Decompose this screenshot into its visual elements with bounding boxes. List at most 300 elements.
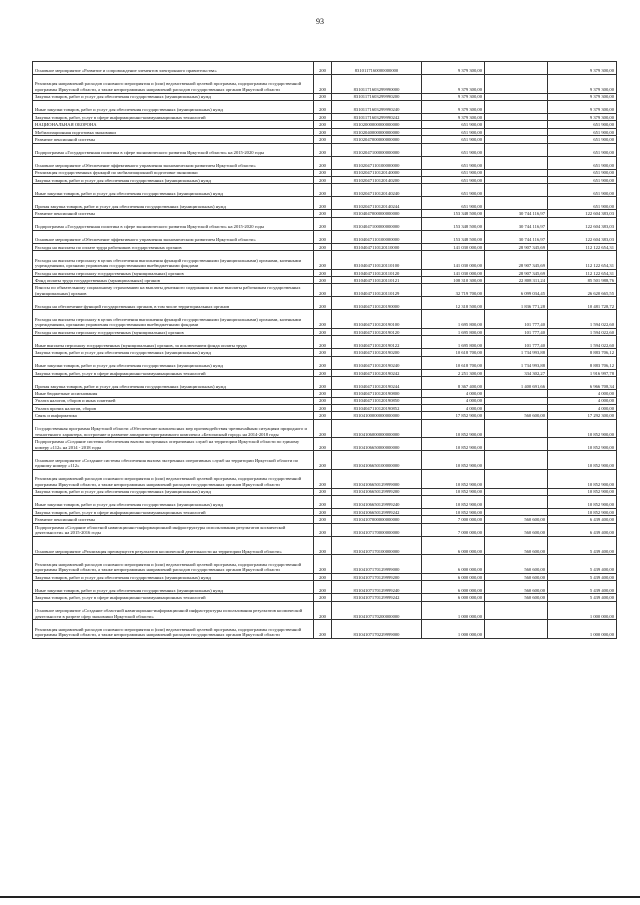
approved-amount-cell: 141 030 000,00 [422,251,485,270]
executed-amount-cell: 560 600,00 [485,412,548,419]
approved-amount-cell: 9 379 300,00 [422,75,485,94]
approved-amount-cell: 17 852 900,00 [422,412,485,419]
table-row [33,121,617,128]
table-row [33,581,617,594]
approved-amount-cell: 10 852 900,00 [422,470,485,489]
classification-code-cell: 83104047110120190120 [332,329,422,336]
remaining-amount-cell: 9 379 300,00 [548,75,617,94]
table-row [33,405,617,412]
classification-code-cell: 83102047110120140000 [332,169,422,176]
approved-amount-cell: 153 348 500,00 [422,217,485,230]
classification-code-cell: 83101171603299990240 [332,100,422,113]
expense-name-cell: НАЦИОНАЛЬНАЯ ОБОРОНА [33,121,314,128]
executed-amount-cell [485,184,548,197]
approved-amount-cell: 10 618 700,00 [422,356,485,369]
classification-code-cell: 83104107170129999242 [332,594,422,601]
administrator-code-cell: 200 [314,516,332,523]
executed-amount-cell: 560 600,00 [485,573,548,580]
classification-code-cell: 83102047100000000000 [332,143,422,156]
classification-code-cell: 83104047110120190800 [332,390,422,397]
table-row [33,495,617,508]
expense-name-cell: Взносы по обязательному социальному страхованию на выплаты денежного содержания и иные выплаты работникам государственных (муниципальных) органов [33,284,314,297]
expense-name-cell: Основное мероприятие «Обеспечение эффективного управления экономическим развитием Иркутской области» [33,156,314,169]
executed-amount-cell: 1 400 691,66 [485,377,548,390]
classification-code-cell: 83102000000000000000 [332,121,422,128]
classification-code-cell: 83104106650129999242 [332,508,422,515]
table-row [33,523,617,536]
executed-amount-cell: 560 600,00 [485,581,548,594]
expense-name-cell: Основное мероприятие «Развитие и сопровождение элементов электронного правительства» [33,62,314,75]
administrator-code-cell: 200 [314,412,332,419]
table-row [33,136,617,143]
expense-name-cell: Закупка товаров, работ, услуг в сфере информационно-коммуникационных технологий [33,113,314,120]
remaining-amount-cell: 4 000,00 [548,390,617,397]
expense-name-cell: Связь и информатика [33,412,314,419]
remaining-amount-cell: 8 883 706,12 [548,356,617,369]
administrator-code-cell: 200 [314,536,332,555]
executed-amount-cell: 30 744 116,97 [485,230,548,243]
table-row [33,470,617,489]
table-row [33,397,617,404]
executed-amount-cell [485,93,548,100]
expense-name-cell: Реализация направлений расходов основного мероприятия и (или) ведомственной целевой программы, подпрограммы государственной программы Иркутской области, а также непрограммных направлений расходов государственных органов Иркутской области [33,555,314,574]
approved-amount-cell: 1 695 800,00 [422,329,485,336]
remaining-amount-cell: 651 900,00 [548,121,617,128]
classification-code-cell: 83101171603299990242 [332,113,422,120]
expense-name-cell: Закупка товаров, работ и услуг для обеспечения государственных (муниципальных) нужд [33,93,314,100]
remaining-amount-cell: 1 000 000,00 [548,620,617,639]
administrator-code-cell: 200 [314,75,332,94]
classification-code-cell: 83104106650129999240 [332,495,422,508]
classification-code-cell: 83104047110100000000 [332,230,422,243]
remaining-amount-cell: 9 379 300,00 [548,113,617,120]
remaining-amount-cell: 85 501 988,76 [548,277,617,284]
approved-amount-cell: 141 030 000,00 [422,269,485,276]
executed-amount-cell: 28 907 345,69 [485,269,548,276]
executed-amount-cell: 560 600,00 [485,516,548,523]
remaining-amount-cell: 122 604 383,03 [548,230,617,243]
classification-code-cell: 83104107000000000000 [332,516,422,523]
expense-name-cell: Подпрограмма «Создание областной навигационно-информационной инфраструктуры использования результатов космической деятельности» на 2015-2016 годы [33,523,314,536]
expense-name-cell: Развитие пенсионной системы [33,210,314,217]
approved-amount-cell: 10 852 900,00 [422,488,485,495]
table-row [33,349,617,356]
classification-code-cell: 83104047110120190850 [332,397,422,404]
approved-amount-cell: 6 000 000,00 [422,594,485,601]
executed-amount-cell: 560 600,00 [485,594,548,601]
remaining-amount-cell: 5 439 400,00 [548,581,617,594]
table-row [33,251,617,270]
approved-amount-cell: 10 852 900,00 [422,508,485,515]
remaining-amount-cell: 10 852 900,00 [548,508,617,515]
administrator-code-cell: 200 [314,113,332,120]
approved-amount-cell: 108 310 300,00 [422,277,485,284]
remaining-amount-cell: 1 594 022,60 [548,310,617,329]
classification-code-cell: 83104107170229999000 [332,620,422,639]
executed-amount-cell: 1 734 993,88 [485,356,548,369]
remaining-amount-cell: 10 852 900,00 [548,488,617,495]
administrator-code-cell: 200 [314,438,332,451]
remaining-amount-cell: 651 900,00 [548,184,617,197]
executed-amount-cell: 30 744 116,97 [485,210,548,217]
approved-amount-cell: 4 000,00 [422,405,485,412]
approved-amount-cell: 7 000 000,00 [422,523,485,536]
expense-name-cell: Расходы на выплаты персоналу государственных (муниципальных) органов [33,269,314,276]
executed-amount-cell [485,438,548,451]
approved-amount-cell: 10 852 900,00 [422,419,485,438]
administrator-code-cell: 200 [314,451,332,470]
administrator-code-cell: 200 [314,419,332,438]
administrator-code-cell: 200 [314,184,332,197]
expense-name-cell: Расходы на выплаты персоналу в целях обеспечения выполнения функций государственными (муниципальными) органами, казенными учреждениями, органами управления государственными внебюджетными фондами [33,251,314,270]
classification-code-cell: 83102047110120140200 [332,176,422,183]
table-row [33,277,617,284]
executed-amount-cell: 101 777,40 [485,329,548,336]
expense-name-cell: Закупка товаров, работ и услуг для обеспечения государственных (муниципальных) нужд [33,349,314,356]
administrator-code-cell: 200 [314,197,332,210]
remaining-amount-cell: 112 122 654,31 [548,269,617,276]
expense-name-cell: Развитие пенсионной системы [33,516,314,523]
approved-amount-cell: 1 695 800,00 [422,336,485,349]
approved-amount-cell: 651 900,00 [422,143,485,156]
expense-name-cell: Фонд оплаты труда государственных (муниципальных) органов [33,277,314,284]
executed-amount-cell [485,508,548,515]
expense-name-cell: Реализация государственных функций по мобилизационной подготовке экономики [33,169,314,176]
approved-amount-cell: 10 852 900,00 [422,438,485,451]
remaining-amount-cell: 4 000,00 [548,397,617,404]
executed-amount-cell: 1 836 771,28 [485,297,548,310]
remaining-amount-cell: 6 439 400,00 [548,523,617,536]
expense-name-cell: Иные бюджетные ассигнования [33,390,314,397]
administrator-code-cell: 200 [314,210,332,217]
approved-amount-cell: 651 900,00 [422,176,485,183]
classification-code-cell: 83104047110120110100 [332,251,422,270]
table-row [33,356,617,369]
remaining-amount-cell: 10 852 900,00 [548,419,617,438]
classification-code-cell: 83104107170129999000 [332,555,422,574]
approved-amount-cell: 651 900,00 [422,128,485,135]
remaining-amount-cell: 10 852 900,00 [548,438,617,451]
administrator-code-cell: 200 [314,310,332,329]
table-row [33,329,617,336]
executed-amount-cell: 560 600,00 [485,555,548,574]
classification-code-cell: 83104106650100000000 [332,451,422,470]
classification-code-cell: 83104047100000000000 [332,217,422,230]
table-row [33,184,617,197]
executed-amount-cell [485,156,548,169]
administrator-code-cell: 200 [314,356,332,369]
classification-code-cell: 83104107170200000000 [332,601,422,620]
expense-name-cell: Закупка товаров, работ, услуг в сфере информационно-коммуникационных технологий [33,594,314,601]
approved-amount-cell: 651 900,00 [422,169,485,176]
expense-name-cell: Расходы на выплаты персоналу государственных (муниципальных) органов [33,329,314,336]
approved-amount-cell: 153 348 500,00 [422,230,485,243]
classification-code-cell: 83104100000000000000 [332,412,422,419]
remaining-amount-cell: 5 439 400,00 [548,555,617,574]
administrator-code-cell: 200 [314,390,332,397]
administrator-code-cell: 200 [314,156,332,169]
administrator-code-cell: 200 [314,523,332,536]
table-row [33,620,617,639]
approved-amount-cell: 651 900,00 [422,197,485,210]
remaining-amount-cell: 17 292 300,00 [548,412,617,419]
executed-amount-cell: 334 302,27 [485,369,548,376]
remaining-amount-cell: 651 900,00 [548,128,617,135]
executed-amount-cell: 101 777,40 [485,336,548,349]
table-row [33,297,617,310]
expense-name-cell: Основное мероприятие «Создание системы обеспечения вызова экстренных оперативных служб на территории Иркутской области по единому номеру «112» [33,451,314,470]
classification-code-cell: 83104047110120190200 [332,349,422,356]
remaining-amount-cell: 10 852 900,00 [548,451,617,470]
approved-amount-cell: 1 000 000,00 [422,601,485,620]
expense-name-cell: Реализация направлений расходов основного мероприятия и (или) ведомственной целевой программы, подпрограммы государственной программы Иркутской области, а также непрограммных направлений расходов государственных органов Иркутской области [33,470,314,489]
remaining-amount-cell: 651 900,00 [548,136,617,143]
expense-name-cell: Прочая закупка товаров, работ и услуг для обеспечения государственных (муниципальных) нужд [33,197,314,210]
classification-code-cell: 83104047110120190000 [332,297,422,310]
expense-name-cell: Подпрограмма «Государственная политика в сфере экономического развития Иркутской области» на 2015-2020 годы [33,217,314,230]
remaining-amount-cell: 5 439 400,00 [548,573,617,580]
classification-code-cell: 83104106650000000000 [332,438,422,451]
administrator-code-cell: 200 [314,336,332,349]
expense-name-cell: Расходы на выплаты персоналу в целях обеспечения выполнения функций государственными (муниципальными) органами, казенными учреждениями, органами управления государственными внебюджетными фондами [33,310,314,329]
classification-code-cell: 83104047110120110129 [332,284,422,297]
approved-amount-cell: 9 379 300,00 [422,62,485,75]
classification-code-cell: 83104047110120190122 [332,336,422,349]
table-row [33,197,617,210]
classification-code-cell: 83104107170100000000 [332,536,422,555]
approved-amount-cell: 4 000,00 [422,397,485,404]
remaining-amount-cell: 1 916 997,78 [548,369,617,376]
approved-amount-cell: 8 367 400,00 [422,377,485,390]
expense-name-cell: Подпрограмма «Государственная политика в сфере экономического развития Иркутской области» на 2015-2020 годы [33,143,314,156]
table-row [33,419,617,438]
classification-code-cell: 83102040000000000000 [332,128,422,135]
approved-amount-cell: 10 852 900,00 [422,451,485,470]
executed-amount-cell [485,390,548,397]
administrator-code-cell: 200 [314,121,332,128]
executed-amount-cell [485,113,548,120]
administrator-code-cell: 200 [314,470,332,489]
administrator-code-cell: 200 [314,581,332,594]
remaining-amount-cell: 122 604 383,03 [548,210,617,217]
administrator-code-cell: 200 [314,176,332,183]
remaining-amount-cell: 6 966 708,34 [548,377,617,390]
table-row [33,156,617,169]
remaining-amount-cell: 9 379 300,00 [548,93,617,100]
executed-amount-cell [485,470,548,489]
executed-amount-cell [485,143,548,156]
remaining-amount-cell: 9 379 300,00 [548,100,617,113]
remaining-amount-cell: 122 604 383,03 [548,217,617,230]
remaining-amount-cell: 26 620 665,55 [548,284,617,297]
executed-amount-cell [485,136,548,143]
table-row [33,128,617,135]
classification-code-cell: 8310117160000000000 [332,62,422,75]
administrator-code-cell: 200 [314,62,332,75]
administrator-code-cell: 200 [314,369,332,376]
executed-amount-cell: 22 808 311,24 [485,277,548,284]
budget-table [32,61,617,639]
executed-amount-cell [485,495,548,508]
remaining-amount-cell: 6 439 400,00 [548,516,617,523]
approved-amount-cell: 651 900,00 [422,184,485,197]
executed-amount-cell [485,601,548,620]
table-row [33,75,617,94]
classification-code-cell: 83104047110120190240 [332,356,422,369]
expense-name-cell: Иные закупки товаров, работ и услуг для обеспечения государственных (муниципальных) нужд [33,581,314,594]
approved-amount-cell: 651 900,00 [422,136,485,143]
administrator-code-cell: 200 [314,230,332,243]
approved-amount-cell: 32 719 700,00 [422,284,485,297]
remaining-amount-cell: 10 852 900,00 [548,470,617,489]
approved-amount-cell: 6 000 000,00 [422,536,485,555]
expense-name-cell: Прочая закупка товаров, работ и услуг для обеспечения государственных (муниципальных) нужд [33,377,314,390]
classification-code-cell: 83104047110120190100 [332,310,422,329]
remaining-amount-cell: 651 900,00 [548,156,617,169]
table-row [33,230,617,243]
administrator-code-cell: 200 [314,620,332,639]
classification-code-cell: 83104047000000000000 [332,210,422,217]
administrator-code-cell: 200 [314,100,332,113]
expense-name-cell: Мобилизационная подготовка экономики [33,128,314,135]
classification-code-cell: 83101171603299990000 [332,75,422,94]
classification-code-cell: 83104047110120110120 [332,269,422,276]
administrator-code-cell: 200 [314,128,332,135]
administrator-code-cell: 200 [314,495,332,508]
expense-name-cell: Уплата налогов, сборов и иных платежей [33,397,314,404]
executed-amount-cell [485,419,548,438]
remaining-amount-cell: 112 122 654,31 [548,243,617,250]
table-row [33,377,617,390]
expense-name-cell: Закупка товаров, работ и услуг для обеспечения государственных (муниципальных) нужд [33,573,314,580]
approved-amount-cell: 6 000 000,00 [422,581,485,594]
remaining-amount-cell: 5 439 400,00 [548,536,617,555]
expense-name-cell: Иные закупки товаров, работ и услуг для обеспечения государственных (муниципальных) нужд [33,356,314,369]
approved-amount-cell: 10 852 900,00 [422,495,485,508]
expense-name-cell: Закупка товаров, работ, услуг в сфере информационно-коммуникационных технологий [33,369,314,376]
table-row [33,573,617,580]
remaining-amount-cell: 112 122 654,31 [548,251,617,270]
expense-name-cell: Уплата прочих налогов, сборов [33,405,314,412]
administrator-code-cell: 200 [314,217,332,230]
classification-code-cell: 83104106650129999200 [332,488,422,495]
approved-amount-cell: 2 251 300,00 [422,369,485,376]
executed-amount-cell [485,397,548,404]
administrator-code-cell: 200 [314,93,332,100]
remaining-amount-cell: 8 883 706,12 [548,349,617,356]
executed-amount-cell [485,197,548,210]
executed-amount-cell [485,451,548,470]
table-row [33,516,617,523]
table-row [33,438,617,451]
approved-amount-cell: 9 379 300,00 [422,100,485,113]
approved-amount-cell: 9 379 300,00 [422,113,485,120]
expense-name-cell: Расходы на обеспечение функций государственных органов, в том числе территориальных органов [33,297,314,310]
classification-code-cell: 83102047110100000000 [332,156,422,169]
classification-code-cell: 83101171603299990200 [332,93,422,100]
administrator-code-cell: 200 [314,601,332,620]
executed-amount-cell [485,176,548,183]
approved-amount-cell: 4 000,00 [422,390,485,397]
administrator-code-cell: 200 [314,251,332,270]
remaining-amount-cell: 5 439 400,00 [548,594,617,601]
administrator-code-cell: 200 [314,405,332,412]
executed-amount-cell [485,405,548,412]
classification-code-cell: 83104047110120190244 [332,377,422,390]
expense-name-cell: Реализация направлений расходов основного мероприятия и (или) ведомственной целевой программы, подпрограммы государственной программы Иркутской области, а также непрограммных направлений расходов государственных органов Иркутской области [33,620,314,639]
table-row [33,336,617,349]
table-row [33,488,617,495]
executed-amount-cell: 101 777,40 [485,310,548,329]
expense-name-cell: Иные закупки товаров, работ и услуг для обеспечения государственных (муниципальных) нужд [33,495,314,508]
classification-code-cell: 83104047110120190852 [332,405,422,412]
remaining-amount-cell: 10 852 900,00 [548,495,617,508]
table-body [33,62,617,639]
expense-name-cell: Иные закупки товаров, работ и услуг для обеспечения государственных (муниципальных) нужд [33,100,314,113]
administrator-code-cell: 200 [314,284,332,297]
table-row [33,62,617,75]
table-row [33,594,617,601]
administrator-code-cell: 200 [314,573,332,580]
executed-amount-cell: 28 907 345,69 [485,243,548,250]
administrator-code-cell: 200 [314,329,332,336]
executed-amount-cell [485,100,548,113]
expense-name-cell: Основное мероприятие «Создание областной навигационно-информационной инфраструктуры использования результатов космической деятельности в разрезе сфер экономики Иркутской области» [33,601,314,620]
remaining-amount-cell: 10 481 728,72 [548,297,617,310]
approved-amount-cell: 651 900,00 [422,156,485,169]
administrator-code-cell: 200 [314,136,332,143]
approved-amount-cell: 6 000 000,00 [422,573,485,580]
approved-amount-cell: 10 618 700,00 [422,349,485,356]
table-row [33,284,617,297]
approved-amount-cell: 1 695 800,00 [422,310,485,329]
expense-name-cell: Реализация направлений расходов основного мероприятия и (или) ведомственной целевой программы, подпрограммы государственной программы Иркутской области, а также непрограммных направлений расходов государственных органов Иркутской области [33,75,314,94]
remaining-amount-cell: 1 594 022,60 [548,336,617,349]
administrator-code-cell: 200 [314,377,332,390]
administrator-code-cell: 200 [314,269,332,276]
approved-amount-cell: 12 318 500,00 [422,297,485,310]
table-row [33,451,617,470]
expense-name-cell: Закупка товаров, работ и услуг для обеспечения государственных (муниципальных) нужд [33,176,314,183]
administrator-code-cell: 200 [314,349,332,356]
executed-amount-cell: 560 600,00 [485,536,548,555]
administrator-code-cell: 200 [314,397,332,404]
remaining-amount-cell: 1 594 022,60 [548,329,617,336]
classification-code-cell: 83104047110120110121 [332,277,422,284]
classification-code-cell: 83102047110120140240 [332,184,422,197]
table-row [33,169,617,176]
administrator-code-cell: 200 [314,143,332,156]
expense-name-cell: Развитие пенсионной системы [33,136,314,143]
approved-amount-cell: 141 030 000,00 [422,243,485,250]
executed-amount-cell [485,75,548,94]
table-row [33,412,617,419]
expense-name-cell: Закупка товаров, работ и услуг для обеспечения государственных (муниципальных) нужд [33,488,314,495]
remaining-amount-cell: 651 900,00 [548,169,617,176]
administrator-code-cell: 200 [314,555,332,574]
table-row [33,369,617,376]
approved-amount-cell: 651 900,00 [422,121,485,128]
table-row [33,269,617,276]
classification-code-cell: 83104107170129999240 [332,581,422,594]
remaining-amount-cell: 9 379 300,00 [548,62,617,75]
executed-amount-cell [485,128,548,135]
administrator-code-cell: 200 [314,277,332,284]
approved-amount-cell: 1 000 000,00 [422,620,485,639]
expense-name-cell: Расходы на выплаты по оплате труда работников государственных органов [33,243,314,250]
expense-name-cell: Иные закупки товаров, работ и услуг для обеспечения государственных (муниципальных) нужд [33,184,314,197]
executed-amount-cell [485,620,548,639]
